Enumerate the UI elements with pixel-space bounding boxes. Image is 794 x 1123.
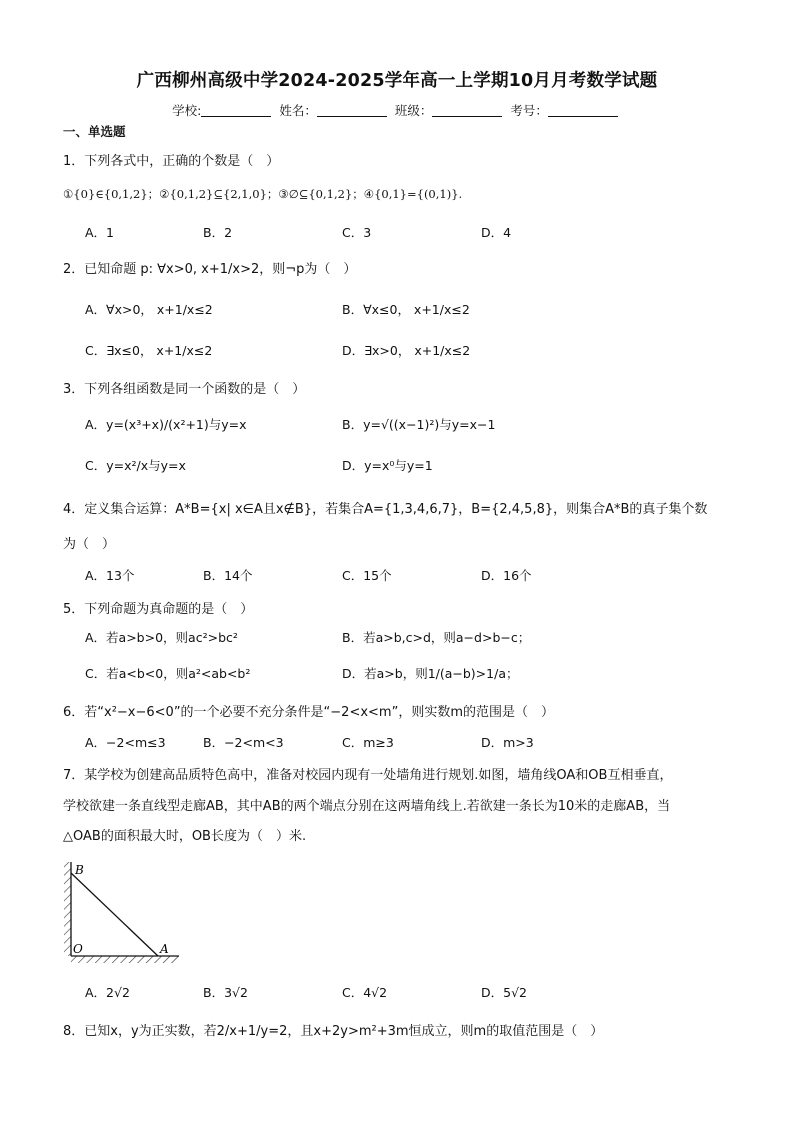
question-7-option-d[interactable]: D．5√2 [481,985,527,1000]
question-6-option-d[interactable]: D．m>3 [481,735,534,750]
point-a-label: A [160,942,169,956]
question-3-option-c[interactable]: C．y=x²/x与y=x [85,458,186,473]
question-7-option-c[interactable]: C．4√2 [342,985,388,1000]
question-4-option-a[interactable]: A．13个 [85,568,135,583]
question-5-stem: 5．下列命题为真命题的是（ ） [63,602,254,617]
wall-ob-hatch [64,862,71,956]
exam-title: 广西柳州高级中学2024-2025学年高一上学期10月月考数学试题 [136,71,658,91]
question-2-stem: 2．已知命题 p: ∀x>0, x+1/x>2，则¬p为（ ） [63,262,357,277]
point-b-label: B [75,863,84,877]
class-blank[interactable] [432,104,502,117]
question-1-option-c[interactable]: C．3 [342,225,372,240]
student-info-line [0,101,794,119]
question-1-statements: ①{0}∈{0,1,2}；②{0,1,2}⊆{2,1,0}；③∅⊆{0,1,2}；④{0,1}={(0,1)}. [63,187,463,201]
question-7-stem: 7．某学校为创建高品质特色高中，准备对校园内现有一处墙角进行规划.如图，墙角线OA和OB互相垂直， [63,768,673,783]
question-7-option-a[interactable]: A．2√2 [85,985,130,1000]
question-4-option-c[interactable]: C．15个 [342,568,392,583]
question-7-stem-cont: 学校欲建一条直线型走廊AB，其中AB的两个端点分别在这两墙角线上.若欲建一条长为10米的走廊AB，当 [63,799,671,814]
wall-corner-figure [64,858,184,968]
question-3-option-b[interactable]: B．y=√((x−1)²)与y=x−1 [342,417,496,432]
question-4-stem-cont: 为（ ） [63,537,116,552]
name-blank[interactable] [317,104,387,117]
question-3-option-d[interactable]: D．y=x⁰与y=1 [342,458,433,473]
section-title: 一、单选题 [63,124,126,139]
question-3-stem: 3．下列各组函数是同一个函数的是（ ） [63,382,306,397]
question-7-stem-cont2: △OAB的面积最大时，OB长度为（ ）米. [63,829,307,844]
question-1-option-d[interactable]: D．4 [481,225,512,240]
question-5-option-a[interactable]: A．若a>b>0，则ac²>bc² [85,630,238,645]
question-1-stem: 1．下列各式中，正确的个数是（ ） [63,154,280,169]
question-2-option-d[interactable]: D．∃x>0， x+1/x≤2 [342,343,471,358]
question-6-option-a[interactable]: A．−2<m≤3 [85,735,166,750]
question-6-stem: 6．若“x²−x−6<0”的一个必要不充分条件是“−2<x<m”，则实数m的范围是（ ） [63,705,554,720]
question-4-option-b[interactable]: B．14个 [203,568,253,583]
question-6-option-c[interactable]: C．m≥3 [342,735,394,750]
question-4-option-d[interactable]: D．16个 [481,568,532,583]
question-5-option-b[interactable]: B．若a>b,c>d，则a−d>b−c； [342,630,531,645]
question-2-option-b[interactable]: B．∀x≤0， x+1/x≤2 [342,302,470,317]
question-2-option-a[interactable]: A．∀x>0， x+1/x≤2 [85,302,213,317]
question-1-option-b[interactable]: B．2 [203,225,233,240]
question-7-option-b[interactable]: B．3√2 [203,985,248,1000]
point-o-label: O [73,942,83,956]
name-label: 姓名： [279,103,317,118]
question-1-option-a[interactable]: A．1 [85,225,115,240]
question-2-option-c[interactable]: C．∃x≤0， x+1/x≤2 [85,343,213,358]
number-blank[interactable] [548,104,618,117]
corridor-ab [71,873,158,956]
question-4-stem: 4．定义集合运算：A*B={x| x∈A且x∉B}，若集合A={1,3,4,6,7}，B={2,4,5,8}，则集合A*B的真子集个数 [63,502,708,517]
school-blank[interactable] [201,104,271,117]
question-3-option-a[interactable]: A．y=(x³+x)/(x²+1)与y=x [85,417,247,432]
question-5-option-d[interactable]: D．若a>b，则1/(a−b)>1/a； [342,666,519,681]
question-5-option-c[interactable]: C．若a<b<0，则a²<ab<b² [85,666,251,681]
school-label: 学校: [172,103,202,118]
class-label: 班级： [394,103,433,118]
number-label: 考号： [510,103,548,118]
wall-oa-hatch [71,956,179,963]
question-6-option-b[interactable]: B．−2<m<3 [203,735,284,750]
question-8-stem: 8．已知x，y为正实数，若2/x+1/y=2，且x+2y>m²+3m恒成立，则m的取值范围是（ ） [63,1024,604,1039]
